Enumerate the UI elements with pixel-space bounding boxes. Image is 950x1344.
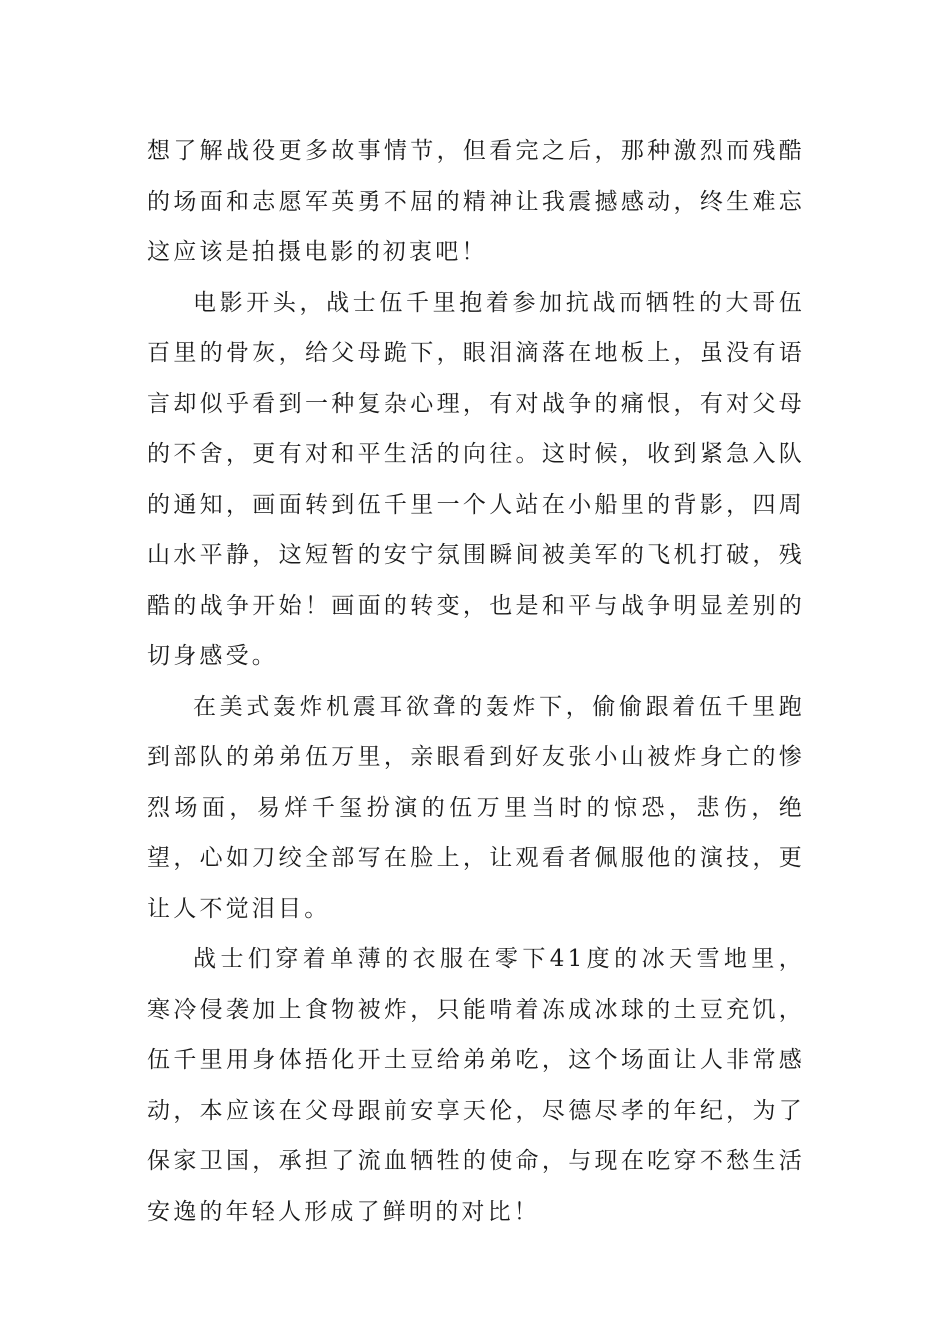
paragraph-4: 战士们穿着单薄的衣服在零下41度的冰天雪地里，寒冷侵袭加上食物被炸，只能啃着冻成冰球的土豆充饥，伍千里用身体捂化开土豆给弟弟吃，这个场面让人非常感动，本应该在父母跟前安享天伦，尽德尽孝的年纪，为了保家卫国，承担了流血牺牲的使命，与现在吃穿不愁生活安逸的年轻人形成了鲜明的对比！: [147, 946, 805, 1225]
paragraph-3: 在美式轰炸机震耳欲聋的轰炸下，偷偷跟着伍千里跑到部队的弟弟伍万里，亲眼看到好友张小山被炸身亡的惨烈场面，易烊千玺扮演的伍万里当时的惊恐，悲伤，绝望，心如刀绞全部写在脸上，让观看者佩服他的演技，更让人不觉泪目。: [147, 693, 805, 922]
paragraph-1: 想了解战役更多故事情节，但看完之后，那种激烈而残酷的场面和志愿军英勇不屈的精神让我震撼感动，终生难忘这应该是拍摄电影的初衷吧！: [147, 138, 805, 265]
paragraph-2: 电影开头，战士伍千里抱着参加抗战而牺牲的大哥伍百里的骨灰，给父母跪下，眼泪滴落在地板上，虽没有语言却似乎看到一种复杂心理，有对战争的痛恨，有对父母的不舍，更有对和平生活的向往。这时候，收到紧急入队的通知，画面转到伍千里一个人站在小船里的背影，四周山水平静，这短暂的安宁氛围瞬间被美军的飞机打破，残酷的战争开始！画面的转变，也是和平与战争明显差别的切身感受。: [147, 289, 805, 669]
article-body: [147, 126, 805, 1237]
